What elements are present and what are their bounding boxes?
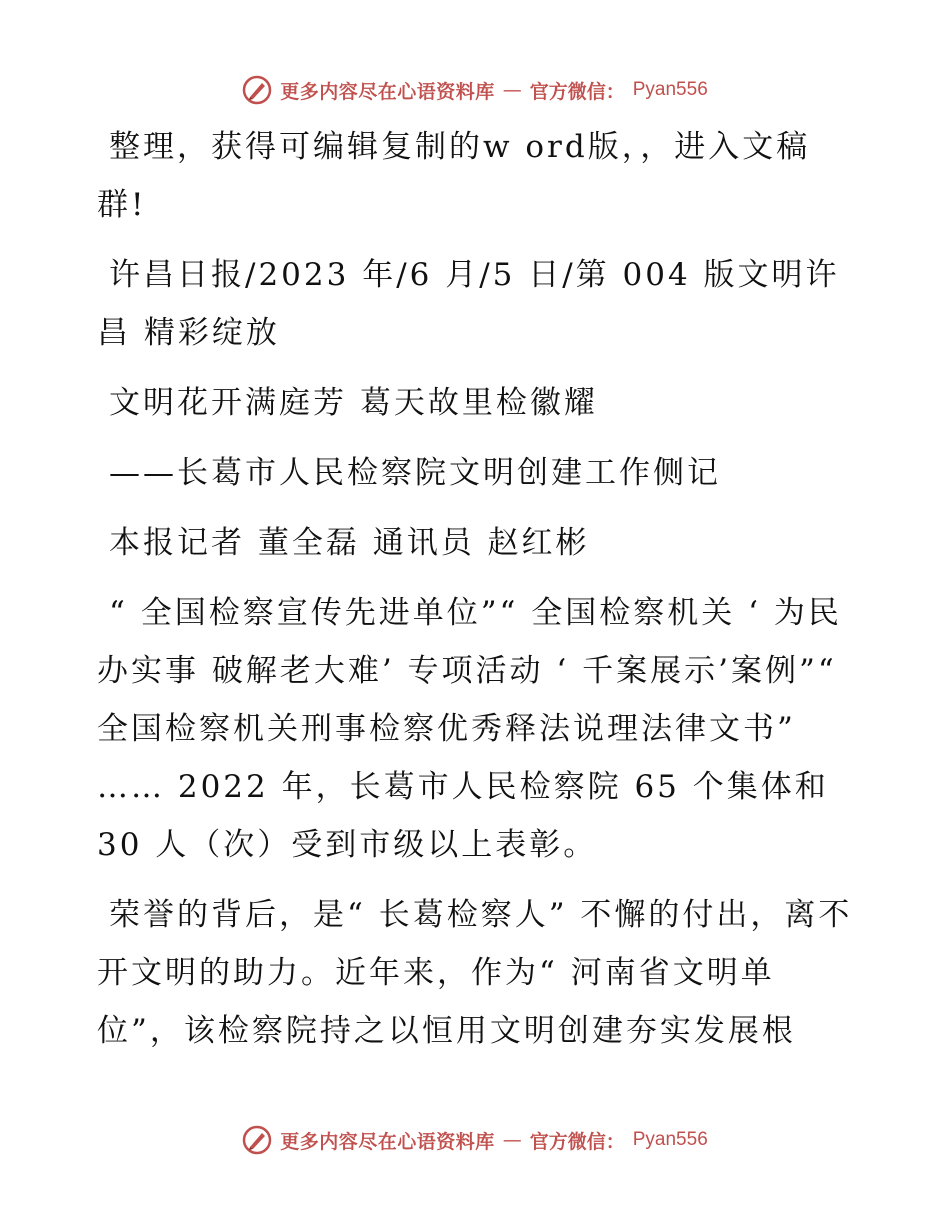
- article-title: 文明花开满庭芳 葛天故里检徽耀: [109, 385, 598, 421]
- paragraph-honors: “ 全国检察宣传先进单位”“ 全国检察机关 ‘ 为民办实事 破解老大难’ 专项活动 ‘ 千案展示’案例”“ 全国检察机关刑事检察优秀释法说理法律文书” …… 2022 年，长葛市人民检察院 65 个集体和 30 人（次）受到市级以上表彰。: [97, 595, 842, 863]
- watermark-dash: —: [502, 1129, 522, 1151]
- document-body: [97, 118, 857, 1072]
- watermark-wechat-id: Pyan556: [632, 1129, 708, 1150]
- pen-logo-icon: [242, 75, 272, 105]
- watermark-site-text: 更多内容尽在心语资料库: [280, 80, 495, 103]
- watermark-wechat-id: Pyan556: [632, 79, 708, 100]
- watermark-footer: [0, 1120, 950, 1160]
- paragraph-background: 荣誉的背后，是“ 长葛检察人” 不懈的付出，离不开文明的助力。近年来，作为“ 河南省文明单位”，该检察院持之以恒用文明创建夯实发展根: [97, 897, 853, 1049]
- watermark-official-label: 官方微信：: [529, 1130, 625, 1153]
- watermark-header: [0, 70, 950, 110]
- watermark-official-label: 官方微信：: [529, 80, 625, 103]
- paragraph-intro: 整理，获得可编辑复制的w ord版，，进入文稿群!: [97, 129, 811, 223]
- watermark-site-text: 更多内容尽在心语资料库: [280, 1130, 495, 1153]
- article-byline: 本报记者 董全磊 通讯员 赵红彬: [109, 525, 590, 561]
- article-subtitle: ——长葛市人民检察院文明创建工作侧记: [109, 455, 721, 491]
- watermark-dash: —: [502, 79, 522, 101]
- pen-logo-icon: [242, 1125, 272, 1155]
- paragraph-source: 许昌日报/2023 年/6 月/5 日/第 004 版文明许昌 精彩绽放: [97, 257, 840, 351]
